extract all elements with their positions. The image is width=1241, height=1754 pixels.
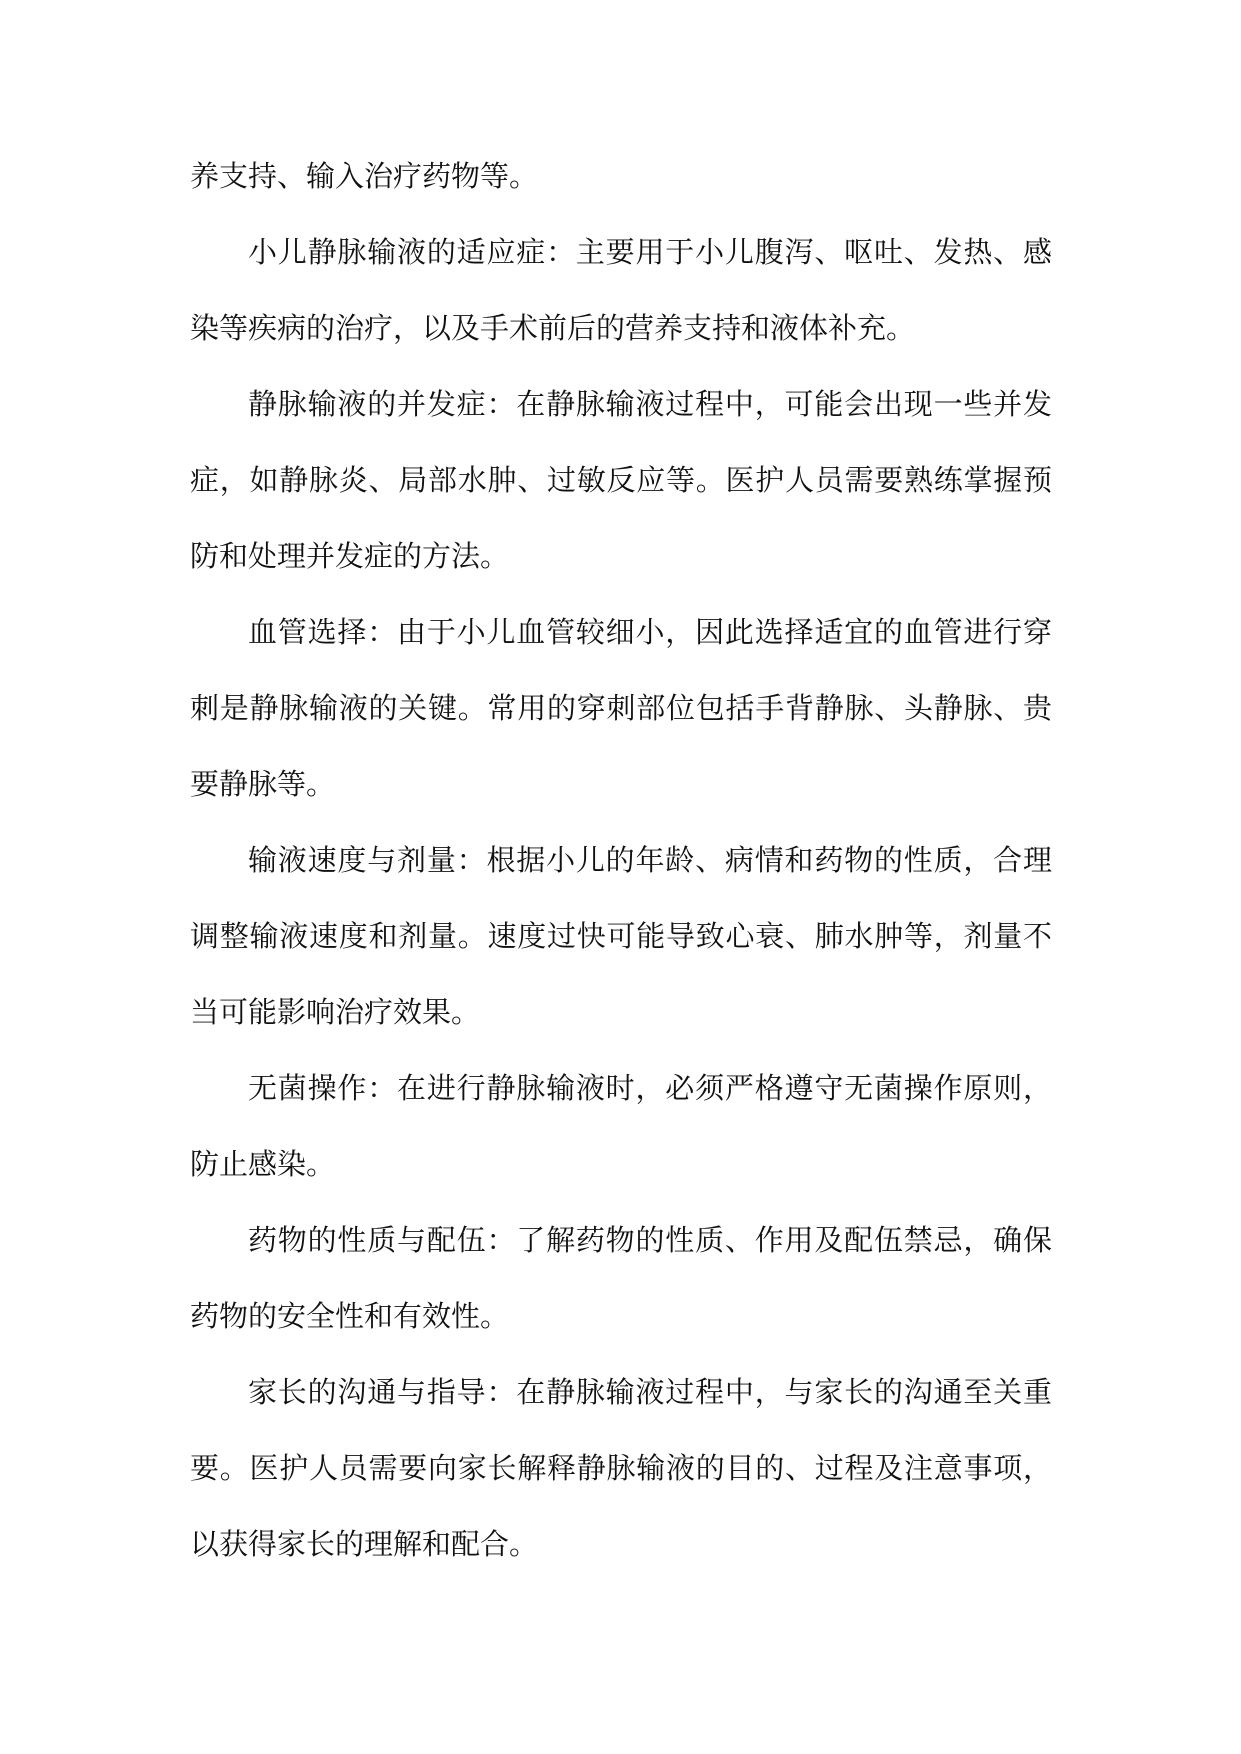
paragraph-drug-compatibility: 药物的性质与配伍：了解药物的性质、作用及配伍禁忌，确保药物的安全性和有效性。 xyxy=(190,1223,1052,1333)
paragraph-continuation: 养支持、输入治疗药物等。 xyxy=(190,159,539,193)
paragraph-indications: 小儿静脉输液的适应症：主要用于小儿腹泻、呕吐、发热、感染等疾病的治疗，以及手术前后的营养支持和液体补充。 xyxy=(190,235,1052,345)
paragraph-aseptic-operation: 无菌操作：在进行静脉输液时，必须严格遵守无菌操作原则，防止感染。 xyxy=(190,1071,1052,1181)
paragraph-parent-communication: 家长的沟通与指导：在静脉输液过程中，与家长的沟通至关重要。医护人员需要向家长解释静脉输液的目的、过程及注意事项，以获得家长的理解和配合。 xyxy=(190,1375,1052,1561)
paragraph-complications: 静脉输液的并发症：在静脉输液过程中，可能会出现一些并发症，如静脉炎、局部水肿、过敏反应等。医护人员需要熟练掌握预防和处理并发症的方法。 xyxy=(190,387,1052,573)
paragraph-speed-dosage: 输液速度与剂量：根据小儿的年龄、病情和药物的性质，合理调整输液速度和剂量。速度过快可能导致心衰、肺水肿等，剂量不当可能影响治疗效果。 xyxy=(190,843,1052,1029)
paragraph-vessel-selection: 血管选择：由于小儿血管较细小，因此选择适宜的血管进行穿刺是静脉输液的关键。常用的穿刺部位包括手背静脉、头静脉、贵要静脉等。 xyxy=(190,615,1052,801)
document-body xyxy=(190,138,1052,1582)
